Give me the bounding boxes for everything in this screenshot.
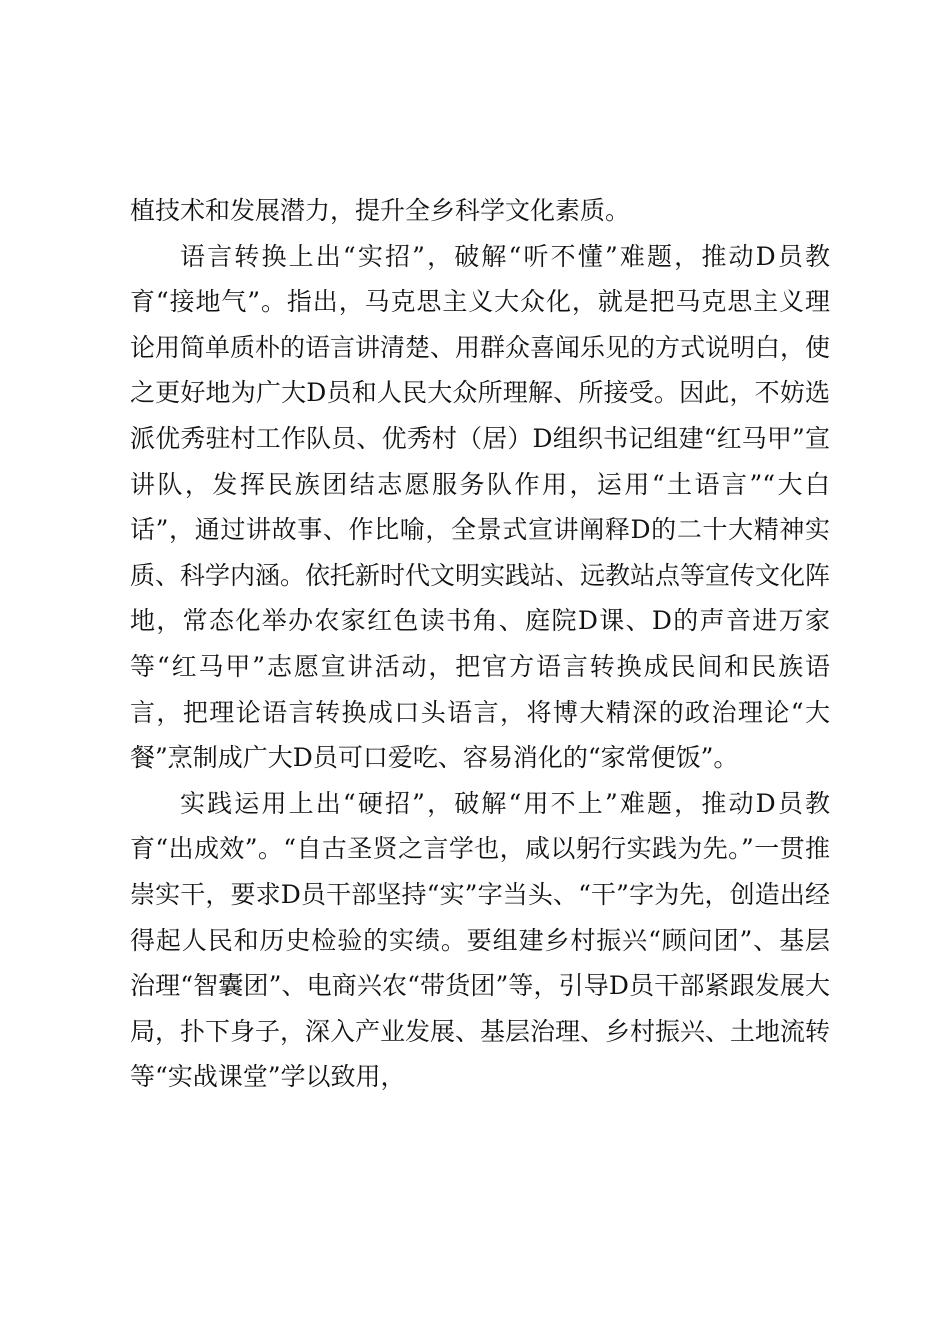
body-text — [130, 188, 830, 1100]
paragraph-language-conversion: 语言转换上出“实招”，破解“听不懂”难题，推动D员教育“接地气”。指出，马克思主义大众化，就是把马克思主义理论用简单质朴的语言讲清楚、用群众喜闻乐见的方式说明白，使之更好地为广大D员和人民大众所理解、所接受。因此，不妨选派优秀驻村工作队员、优秀村（居）D组织书记组建“红马甲”宣讲队，发挥民族团结志愿服务队作用，运用“土语言”“大白话”，通过讲故事、作比喻，全景式宣讲阐释D的二十大精神实质、科学内涵。依托新时代文明实践站、远教站点等宣传文化阵地，常态化举办农家红色读书角、庭院D课、D的声音进万家等“红马甲”志愿宣讲活动，把官方语言转换成民间和民族语言，把理论语言转换成口头语言，将博大精深的政治理论“大餐”烹制成广大D员可口爱吃、容易消化的“家常便饭”。 — [130, 241, 831, 773]
paragraph-practice-application: 实践运用上出“硬招”，破解“用不上”难题，推动D员教育“出成效”。“自古圣贤之言学也，咸以躬行实践为先。”一贯推崇实干，要求D员干部坚持“实”字当头、“干”字为先，创造出经得起人民和历史检验的实绩。要组建乡村振兴“顾问团”、基层治理“智囊团”、电商兴农“带货团”等，引导D员干部紧跟发展大局，扑下身子，深入产业发展、基层治理、乡村振兴、土地流转等“实战课堂”学以致用， — [130, 788, 831, 1092]
paragraph-continued: 植技术和发展潜力，提升全乡科学文化素质。 — [130, 196, 631, 225]
